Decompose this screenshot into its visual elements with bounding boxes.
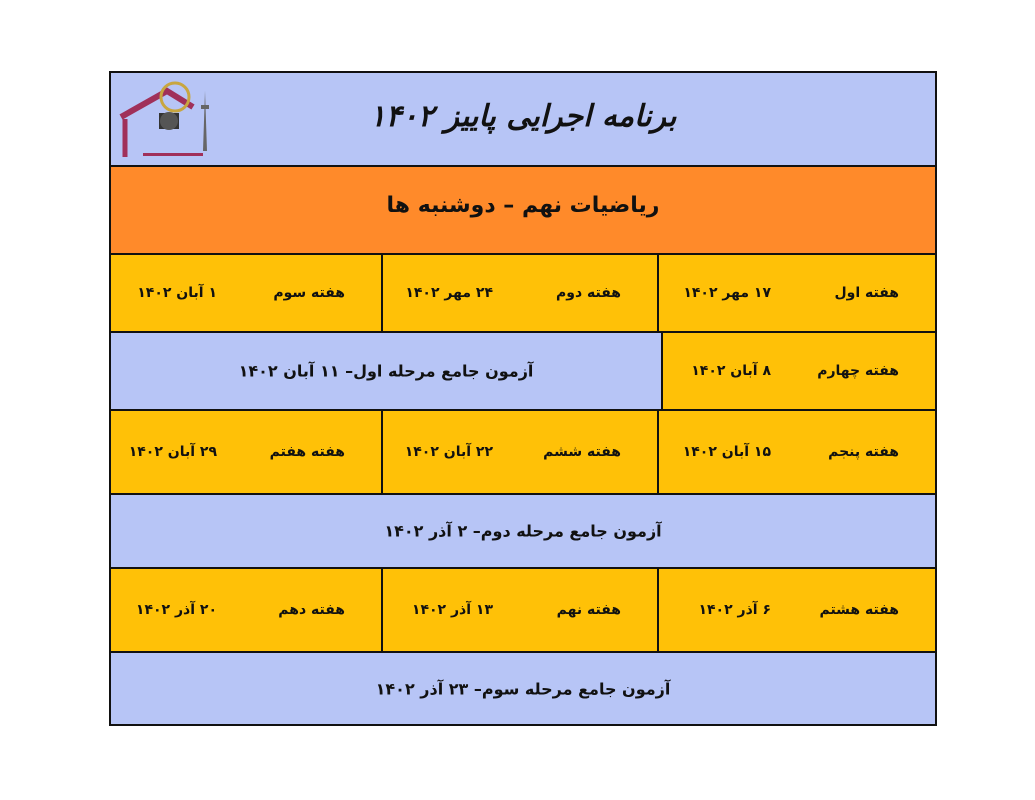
subject-title: ریاضیات نهم – دوشنبه ها	[386, 193, 660, 218]
week-date: ۶ آذر ۱۴۰۲	[698, 602, 771, 618]
exam-text: آزمون جامع مرحله سوم– ۲۳ آذر ۱۴۰۲	[375, 679, 671, 698]
week-label: هفته دهم	[278, 602, 345, 618]
week-date: ۲۲ آبان ۱۴۰۲	[404, 444, 493, 460]
week-cell	[659, 333, 935, 409]
week-date: ۱ آبان ۱۴۰۲	[137, 285, 217, 301]
week-row-5	[111, 569, 935, 653]
week-cell	[109, 255, 383, 331]
exam-text: آزمون جامع مرحله دوم– ۲ آذر ۱۴۰۲	[384, 521, 662, 541]
week-date: ۱۵ آبان ۱۴۰۲	[682, 444, 771, 460]
schedule-sheet	[109, 71, 937, 726]
week-cell	[383, 411, 659, 493]
week-cell	[383, 255, 659, 331]
week-cell	[383, 569, 659, 651]
week-label: هفته هشتم	[819, 602, 899, 618]
week-label: هفته دوم	[555, 285, 621, 301]
exam-row-2	[111, 495, 935, 569]
week-cell	[659, 569, 935, 651]
exam-row-3	[111, 653, 935, 724]
week-label: هفته پنجم	[828, 444, 899, 460]
week-label: هفته هفتم	[269, 444, 345, 460]
week-cell	[109, 411, 383, 493]
week-label: هفته اول	[834, 285, 899, 301]
title-row	[111, 73, 935, 167]
week-date: ۲۰ آذر ۱۴۰۲	[135, 602, 217, 618]
exam-text: آزمون جامع مرحله اول– ۱۱ آبان ۱۴۰۲	[238, 361, 534, 381]
week-row-1	[111, 255, 935, 333]
week-date: ۲۴ مهر ۱۴۰۲	[405, 285, 493, 301]
week-row-2	[111, 333, 935, 411]
week-cell	[659, 255, 935, 331]
week-date: ۱۳ آذر ۱۴۰۲	[411, 602, 493, 618]
week-label: هفته سوم	[273, 285, 345, 301]
week-cell	[109, 569, 383, 651]
week-date: ۲۹ آبان ۱۴۰۲	[128, 444, 217, 460]
week-row-3	[111, 411, 935, 495]
week-cell	[659, 411, 935, 493]
week-label: هفته نهم	[556, 602, 621, 618]
week-date: ۸ آبان ۱۴۰۲	[691, 363, 771, 379]
subject-row	[111, 167, 935, 255]
exam-cell	[111, 333, 663, 409]
week-date: ۱۷ مهر ۱۴۰۲	[683, 285, 771, 301]
week-label: هفته چهارم	[817, 363, 899, 379]
page-title: برنامه اجرایی پاییز ۱۴۰۲	[369, 99, 677, 134]
week-label: هفته ششم	[543, 444, 621, 460]
